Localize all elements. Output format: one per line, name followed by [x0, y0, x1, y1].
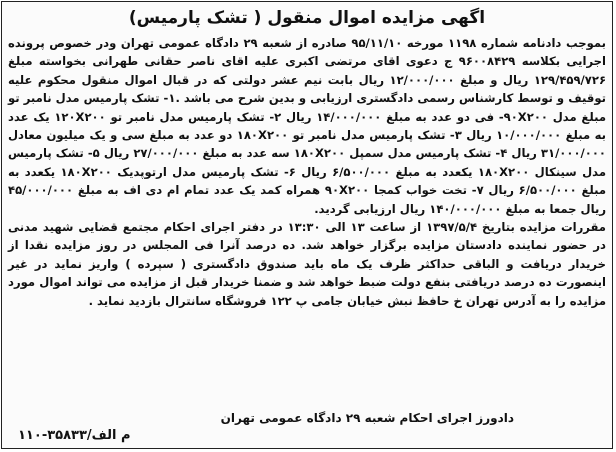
notice-footer: [10, 408, 604, 443]
notice-paragraph-2: مقررات مزایده بتاریخ ۱۳۹۷/۵/۴ از ساعت ۱۳ الی ۱۳:۳۰ در دفتر اجرای احکام مجتمع قضایی شهید مدنی در حضور نماینده دادستان مزایده برگزار خواهد شد. ده درصد آنرا فی المجلس در روز مزایده نقدا از خریدار دریافت و الباقی حداکثر ظرف یک ماه باید صندوق دادگستری ( سپرده ) واریز نماید در غیر اینصورت ده درصد دریافتی بنفع دولت ضبط خواهد شد و ضمنا خریدار قبل از مزایده می تواند اموال مورد مزایده را به آدرس تهران خ حافظ نبش خیابان جامی پ ۱۲۲ فروشگاه سانترال بازدید نماید .: [8, 220, 606, 308]
auction-notice: [1, 1, 613, 449]
notice-title: اگهی مزایده اموال منقول ( تشک پارمیس): [128, 8, 486, 28]
notice-code: م الف/۳۵۸۳۳-۱۱۰: [18, 428, 131, 443]
notice-paragraph-1: بموجب دادنامه شماره ۱۱۹۸ مورخه ۹۵/۱۱/۱۰ صادره از شعبه ۲۹ دادگاه عمومی تهران ودر خصوص پرونده اجرایی بکلاسه ۹۶۰۰۸۴۲۹ ج دعوی اقای مرتضی اکبری علیه اقای ناصر حقانی طهرانی بخواسته مبلغ ۱۲۹/۴۵۹/۷۲۶ ریال و مبلغ ۱۲/۰۰۰/۰۰۰ ریال بابت نیم عشر دولتی که در قبال اموال منقول محکوم علیه توقیف و توسط کارشناس رسمی دادگستری ارزیابی و بدین شرح می باشد .۱- تشک پارمیس مدل نامبر تو مبلغ مدل ۹۰X۲۰۰- فی دو عدد به مبلغ ۱۴/۰۰۰/۰۰۰ ریال ۲- تشک پارمیس مدل نامبر تو ۱۲۰X۲۰۰ یک عدد به مبلغ ۱۰/۰۰۰/۰۰۰ ریال ۳- تشک پارمیس مدل نامبر تو ۱۸۰X۲۰۰ دو عدد به مبلغ سی و یک میلیون معادل ۳۱/۰۰۰/۰۰۰ ریال ۴- تشک پارمیس مدل سمپل ۱۸۰X۲۰۰ سه عدد به مبلغ ۲۷/۰۰۰/۰۰۰ ریال ۵- تشک پارمیس مدل سینکال ۱۸۰X۲۰۰ یکعدد به مبلغ ۶/۵۰۰/۰۰۰ ریال ۶- تشک پارمیس مدل ارتوپدیک ۱۸۰X۲۰۰ یکعدد به مبلغ ۶/۵۰۰/۰۰۰ ریال ۷- تخت خواب کمجا ۹۰X۲۰۰ همراه کمد یک عدد تمام ام دی اف به مبلغ ۴۵/۰۰۰/۰۰۰ ریال جمعا به مبلغ ۱۴۰/۰۰۰/۰۰۰ ریال ارزیابی گردید.: [8, 36, 607, 216]
notice-body: [2, 34, 612, 310]
notice-signature: دادورز اجرای احکام شعبه ۲۹ دادگاه عمومی تهران: [220, 411, 514, 425]
